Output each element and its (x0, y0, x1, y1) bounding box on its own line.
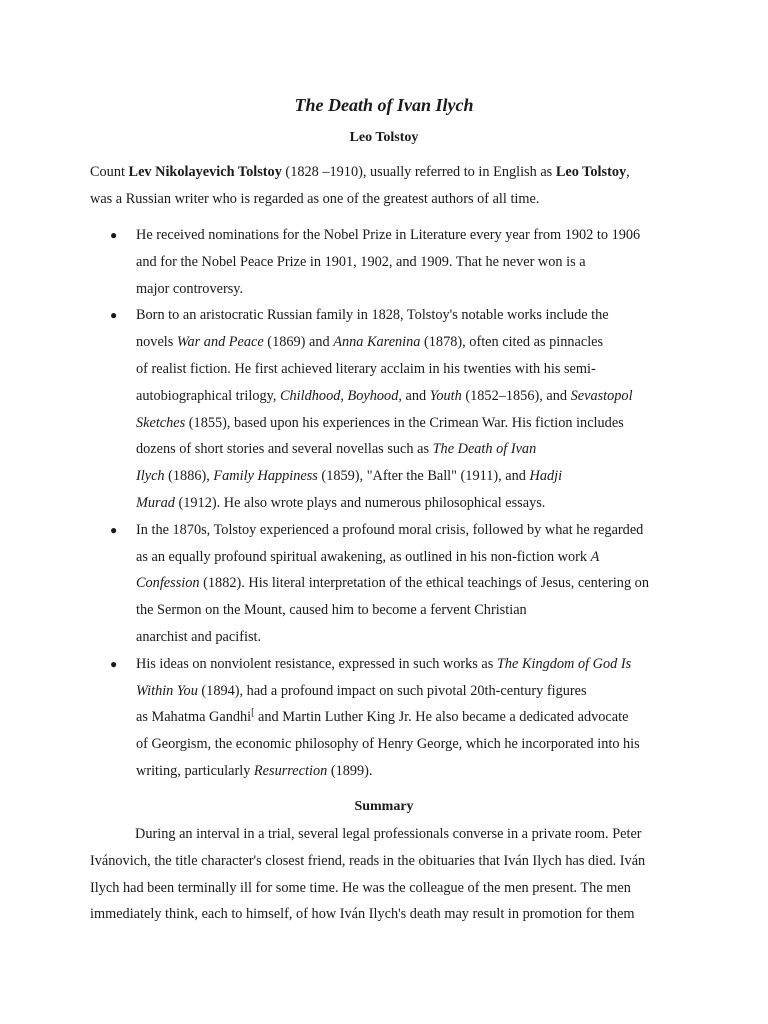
intro-line-1: Count Lev Nikolayevich Tolstoy (1828 –1910), usually referred to in English as Leo Tolstoy, (90, 164, 630, 180)
bullet-icon: ● (110, 656, 118, 671)
author-full-name: Lev Nikolayevich Tolstoy (128, 164, 282, 180)
bullet-item-nonviolence: ● His ideas on nonviolent resistance, expressed in such works as The Kingdom of God Is Within You (1894), had a profound impact on such pivotal 20th-century figures as Mahatma Gandhi[ and Martin Luther King Jr. He also became a dedicated advocate of Georgism, the economic philosophy of Henry George, which he incorporated into his writing, particularly Resurrection (1899). (0, 651, 676, 785)
bullet-item-nobel: ● He received nominations for the Nobel Prize in Literature every year from 1902 to 1906 and for the Nobel Peace Prize in 1901, 1902, and 1909. That he never won is a major controversy. (0, 222, 676, 302)
footnote-mark: [ (251, 707, 255, 719)
intro-line-2: was a Russian writer who is regarded as one of the greatest authors of all time. (90, 190, 540, 207)
intro-paragraph (90, 159, 690, 213)
bullet-item-works: ● Born to an aristocratic Russian family in 1828, Tolstoy's notable works include the novels War and Peace (1869) and Anna Karenina (1878), often cited as pinnacles of realist fiction. He first achieved literary acclaim in his twenties with his semi- autobiographical trilogy, Childhood, Boyhood, and Youth (1852–1856), and Sevastopol Sketches (1855), based upon his experiences in the Crimean War. His fiction includes dozens of short stories and several novellas such as The Death of Ivan Ilych (1886), Family Happiness (1859), "After the Ball" (1911), and Hadji Murad (1912). He also wrote plays and numerous philosophical essays. (0, 302, 676, 516)
bullet-icon: ● (110, 522, 118, 537)
bullet-icon: ● (110, 308, 118, 323)
summary-heading: Summary (354, 799, 414, 814)
document-title: The Death of Ivan Ilych (294, 95, 474, 115)
document-author: Leo Tolstoy (349, 130, 419, 145)
bullet-item-crisis: ● In the 1870s, Tolstoy experienced a profound moral crisis, followed by what he regarded as an equally profound spiritual awakening, as outlined in his non-fiction work A Confession (1882). His literal interpretation of the ethical teachings of Jesus, centering on the Sermon on the Mount, caused him to become a fervent Christian anarchist and pacifist. (0, 517, 676, 651)
bullet-icon: ● (110, 228, 118, 242)
author-short-name: Leo Tolstoy (555, 164, 627, 180)
summary-paragraph: During an interval in a trial, several legal professionals converse in a private room. Peter Ivánovich, the title character's closest friend, reads in the obituaries that Iván Ilych has died. Iván Ilych had been terminally ill for some time. He was the colleague of the men present. The men immediately think, each to himself, of how Iván Ilych's death may result in promotion for them (90, 826, 646, 923)
bullet-list (0, 222, 768, 785)
